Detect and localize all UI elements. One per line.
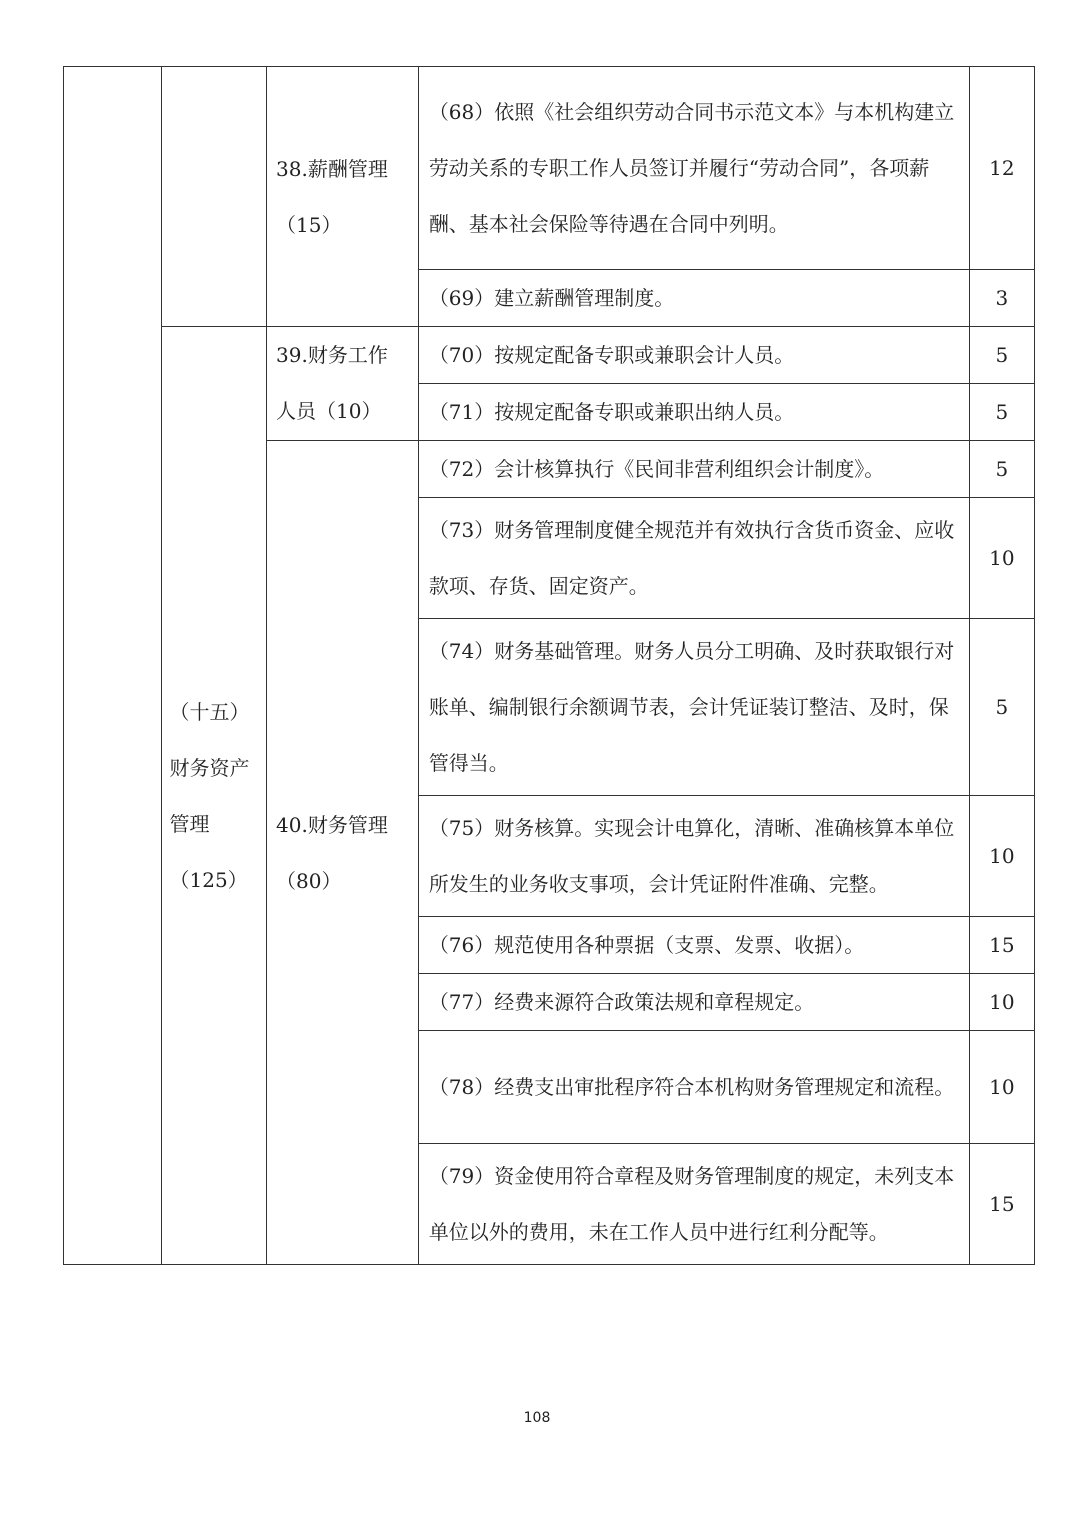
- item-label: 39.财务工作: [276, 343, 388, 367]
- item-cell-finance-staff: [267, 327, 419, 441]
- criterion-text: （69）建立薪酬管理制度。: [418, 270, 969, 327]
- page-number: 108: [523, 1410, 551, 1426]
- item-points: （80）: [276, 868, 342, 893]
- criterion-text: （73）财务管理制度健全规范并有效执行含货币资金、应收款项、存货、固定资产。: [418, 498, 969, 619]
- criterion-text: （79）资金使用符合章程及财务管理制度的规定，未列支本单位以外的费用，未在工作人员中进行红利分配等。: [418, 1144, 969, 1265]
- category-points: （125）: [169, 867, 248, 892]
- criterion-text: （75）财务核算。实现会计电算化，清晰、准确核算本单位所发生的业务收支事项，会计凭证附件准确、完整。: [418, 796, 969, 917]
- criterion-text: （68）依照《社会组织劳动合同书示范文本》与本机构建立劳动关系的专职工作人员签订并履行“劳动合同”，各项薪酬、基本社会保险等待遇在合同中列明。: [418, 67, 969, 270]
- item-label: 38.薪酬管理: [276, 156, 388, 181]
- score-cell: 15: [969, 1144, 1034, 1265]
- item-label: 40.财务管理: [276, 812, 388, 837]
- item-cell-salary: [267, 67, 419, 327]
- score-cell: 10: [969, 796, 1034, 917]
- criterion-text: （77）经费来源符合政策法规和章程规定。: [418, 974, 969, 1031]
- category-label: （十五）: [169, 699, 250, 724]
- score-cell: 3: [969, 270, 1034, 327]
- criterion-text: （71）按规定配备专职或兼职出纳人员。: [418, 384, 969, 441]
- evaluation-table: [63, 66, 1035, 1265]
- criterion-text: （78）经费支出审批程序符合本机构财务管理规定和流程。: [418, 1031, 969, 1144]
- score-cell: 5: [969, 327, 1034, 384]
- item-points: （15）: [276, 212, 342, 237]
- blank-column-cell: [64, 67, 162, 1265]
- category-label: 管理: [169, 811, 210, 836]
- score-cell: 5: [969, 619, 1034, 796]
- score-cell: 5: [969, 441, 1034, 498]
- score-cell: 5: [969, 384, 1034, 441]
- score-cell: 15: [969, 917, 1034, 974]
- score-cell: 10: [969, 974, 1034, 1031]
- score-cell: 12: [969, 67, 1034, 270]
- category-cell-empty: [161, 67, 267, 327]
- item-points: 人员（10）: [276, 399, 382, 423]
- item-cell-finance-mgmt: [267, 441, 419, 1265]
- criterion-text: （72）会计核算执行《民间非营利组织会计制度》。: [418, 441, 969, 498]
- criterion-text: （70）按规定配备专职或兼职会计人员。: [418, 327, 969, 384]
- criterion-text: （76）规范使用各种票据（支票、发票、收据）。: [418, 917, 969, 974]
- criterion-text: （74）财务基础管理。财务人员分工明确、及时获取银行对账单、编制银行余额调节表，会计凭证装订整洁、及时，保管得当。: [418, 619, 969, 796]
- table-row: [64, 327, 1035, 384]
- table-row: [64, 67, 1035, 270]
- score-cell: 10: [969, 1031, 1034, 1144]
- score-cell: 10: [969, 498, 1034, 619]
- category-cell-finance-assets: [161, 327, 267, 1265]
- category-label: 财务资产: [169, 755, 250, 780]
